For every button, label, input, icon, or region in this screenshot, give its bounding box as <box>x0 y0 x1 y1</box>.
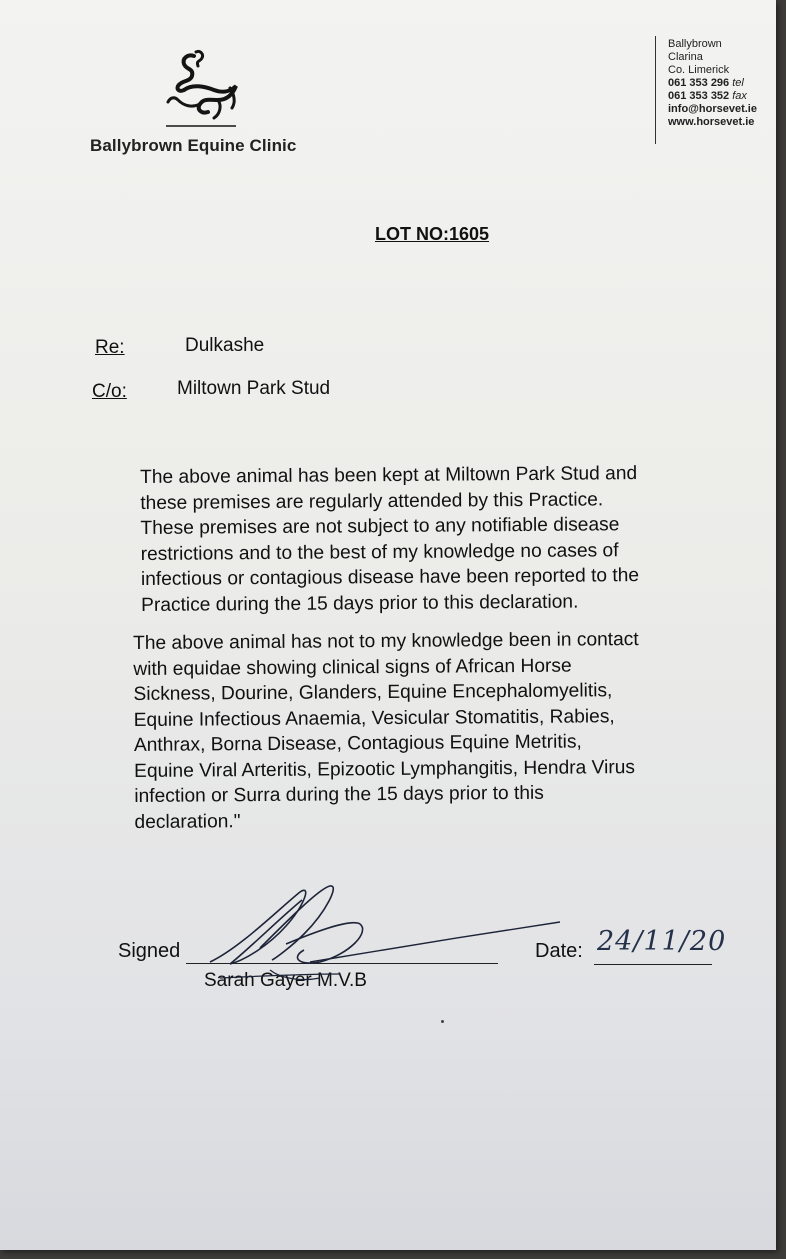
telephone-label: tel <box>732 77 744 89</box>
email-address: info@horsevet.ie <box>668 103 757 115</box>
telephone-line <box>668 77 757 90</box>
care-of-label: C/o: <box>92 381 127 402</box>
handwritten-signature <box>200 878 570 998</box>
date-line <box>594 964 712 965</box>
fax-label: fax <box>732 90 747 102</box>
declaration-paragraph-2 <box>133 627 640 835</box>
paragraph-line: The above animal has not to my knowledge been in contact <box>133 629 639 654</box>
address-line: Co. Limerick <box>668 64 730 76</box>
fax-number: 061 353 352 <box>668 90 730 102</box>
paragraph-line: restrictions and to the best of my knowledge no cases of <box>140 539 619 565</box>
fax-line <box>668 90 757 103</box>
paragraph-line: Equine Infectious Anaemia, Vesicular Stomatitis, Rabies, <box>133 705 615 731</box>
paragraph-line: Equine Viral Arteritis, Epizootic Lymphangitis, Hendra Virus <box>134 756 636 782</box>
paragraph-line: declaration." <box>134 810 241 833</box>
clinic-address-block <box>668 38 757 129</box>
address-line: Clarina <box>668 51 703 63</box>
care-of-value: Miltown Park Stud <box>177 378 331 399</box>
paragraph-line: infection or Surra during the 15 days prior to this <box>134 782 544 807</box>
address-line: Ballybrown <box>668 38 722 50</box>
paragraph-line: These premises are not subject to any notifiable disease <box>140 514 620 539</box>
clinic-name: Ballybrown Equine Clinic <box>90 136 297 155</box>
paragraph-line: The above animal has been kept at Miltown Park Stud and <box>140 463 638 488</box>
telephone-number: 061 353 296 <box>668 77 730 89</box>
paragraph-line: these premises are regularly attended by this Practice. <box>140 488 604 514</box>
handwritten-date: 24/11/20 <box>597 926 727 957</box>
paragraph-line: Sickness, Dourine, Glanders, Equine Encephalomyelitis, <box>133 680 613 705</box>
paragraph-line: infectious or contagious disease have been reported to the <box>140 565 640 590</box>
re-label: Re: <box>95 337 125 358</box>
signed-label: Signed <box>118 940 181 962</box>
website-address: www.horsevet.ie <box>668 116 755 128</box>
paper-speck <box>441 1020 444 1023</box>
paragraph-line: Anthrax, Borna Disease, Contagious Equine Metritis, <box>133 731 582 756</box>
paragraph-line: with equidae showing clinical signs of African Horse <box>133 655 572 680</box>
paragraph-line: Practice during the 15 days prior to this declaration. <box>141 591 579 616</box>
horse-logo-icon <box>160 48 242 130</box>
lot-number: LOT NO:1605 <box>375 224 490 244</box>
address-divider <box>655 36 656 144</box>
horse-name: Dulkashe <box>185 335 265 356</box>
declaration-paragraph-1 <box>140 461 639 618</box>
signer-name: Sarah Gayer M.V.B <box>204 970 367 991</box>
date-label: Date: <box>535 940 583 962</box>
